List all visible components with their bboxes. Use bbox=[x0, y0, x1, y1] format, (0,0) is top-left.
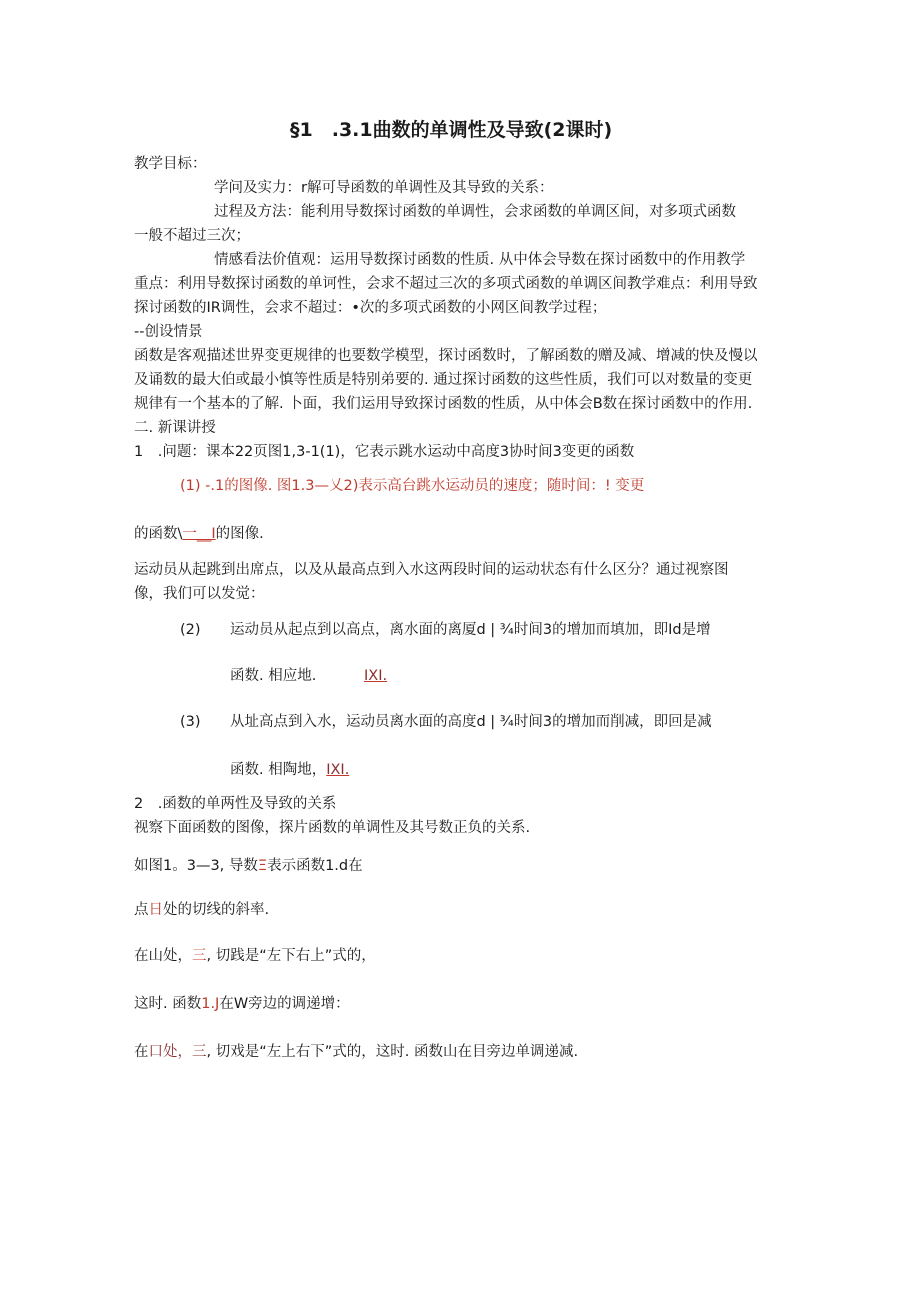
text-line: 一般不超过三次； bbox=[134, 228, 250, 244]
item-number: (2) bbox=[180, 622, 201, 638]
text-line: 过程及方法：能利用导数探讨函数的单调性，会求函数的单调区间，对多项式函数 bbox=[214, 204, 736, 220]
text-line: 重点：利用导数探讨函数的单诃性，会求不超过三次的多项式函数的单调区间教学难点：利用导致 bbox=[134, 276, 758, 292]
text-span: 日 bbox=[148, 902, 163, 918]
text-span: 的函数\ bbox=[134, 526, 183, 542]
section-heading: 二. 新课讲授 bbox=[134, 420, 216, 436]
text-span: IXI. bbox=[364, 668, 388, 684]
text-span: 一__I bbox=[182, 526, 216, 542]
text-line: 规律有一个基本的了解. 卜面，我们运用导致探讨函数的性质，从中体会B数在探讨函数中的作用. bbox=[134, 396, 753, 412]
text-line: 情感看法价值观：运用导数探讨函数的性质. 从中体会导数在探讨函数中的作用教学 bbox=[214, 252, 746, 268]
text-span: 在 bbox=[134, 1044, 149, 1060]
text-line bbox=[134, 946, 376, 966]
text-line bbox=[134, 524, 264, 544]
text-line: 探讨函数的IR调性，会求不超过：•次的多项式函数的小网区间教学过程； bbox=[134, 300, 607, 316]
text-span: 点 bbox=[134, 902, 149, 918]
text-line: 及诵数的最大伯或最小慎等性质是特别弟要的. 通过探讨函数的这些性质，我们可以对数量的变更 bbox=[134, 372, 753, 388]
text-line: 运动员从起点到以高点，离水面的离厦d | ¾时间3的增加而填加，即Id是增 bbox=[230, 622, 711, 638]
text-span: 口处，三 bbox=[148, 1044, 207, 1060]
text-line: 运动员从起跳到出席点，以及从最高点到入水这两段时间的运动状态有什么区分？通过视察图 bbox=[134, 562, 729, 578]
text-line: 学问及实力：r解可导函数的单调性及其导致的关系： bbox=[214, 180, 554, 196]
text-span: 表示函数1.d在 bbox=[267, 858, 363, 874]
text-span: Ξ bbox=[257, 858, 268, 874]
text-span: , 切戏是“左上右下”式的，这时. 函数山在目旁边单调递减. bbox=[206, 1044, 579, 1060]
text-span: 1.J bbox=[201, 996, 220, 1012]
text-line: (1) -.1的图像. 图1.3—乂2)表示高台跳水运动员的速度；随时间：! 变更 bbox=[180, 478, 645, 494]
text-span: 函数. 相陶地， bbox=[230, 762, 327, 778]
document-title: §1 .3.1曲数的单调性及导致(2课时) bbox=[290, 119, 613, 141]
text-line bbox=[134, 856, 363, 876]
text-line: 像，我们可以发觉： bbox=[134, 586, 265, 602]
section-heading: --创设情景 bbox=[134, 324, 203, 340]
text-span: 在W旁边的调递增： bbox=[219, 996, 350, 1012]
text-span: 三 bbox=[192, 948, 207, 964]
text-span: 的图像. bbox=[215, 526, 264, 542]
text-line: 1 .问题：课本22页图1,3-1(1)，它表示跳水运动中高度3协时间3变更的函数 bbox=[134, 444, 635, 460]
text-span: IXI. bbox=[326, 762, 350, 778]
text-span: 如图1。3—3, 导数 bbox=[134, 858, 258, 874]
text-line: 视察下面函数的图像，探片函数的单调性及其号数正负的关系. bbox=[134, 820, 531, 836]
section-heading: 2 .函数的单两性及导致的关系 bbox=[134, 796, 337, 812]
text-span: 在山处， bbox=[134, 948, 192, 964]
text-span: 处的切线的斜率. bbox=[163, 902, 270, 918]
text-span: , 切践是“左下右上”式的， bbox=[206, 948, 376, 964]
text-line bbox=[134, 900, 269, 920]
text-line: 函数是客观描述世界变更规律的也要数学模型，探讨函数时，了解函数的赠及减、增减的快及慢以 bbox=[134, 348, 758, 364]
text-line bbox=[230, 760, 349, 780]
text-line bbox=[134, 1042, 578, 1062]
text-span: 这时. 函数 bbox=[134, 996, 202, 1012]
text-line: 教学目标： bbox=[134, 156, 207, 172]
text-line bbox=[134, 994, 350, 1014]
text-line: 函数. 相应地. bbox=[230, 668, 317, 684]
item-number: (3) bbox=[180, 714, 201, 730]
text-line: 从址高点到入水，运动员离水面的高度d | ¾时间3的增加而削减，即回是减 bbox=[230, 714, 712, 730]
